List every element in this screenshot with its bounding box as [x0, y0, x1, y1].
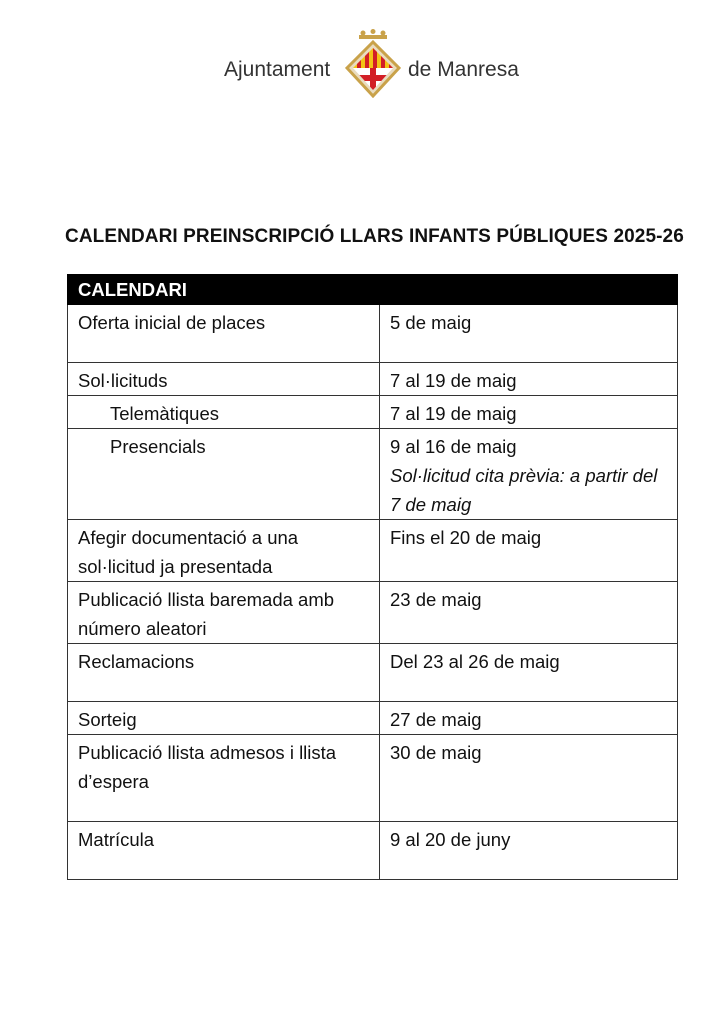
row-value: 27 de maig	[380, 702, 678, 735]
row-value: 23 de maig	[380, 582, 678, 644]
row-label: Reclamacions	[68, 644, 380, 702]
row-label: Publicació llista baremada amb número aleatori	[68, 582, 380, 644]
row-value: 9 al 20 de juny	[380, 822, 678, 880]
row-label: Matrícula	[68, 822, 380, 880]
logo-text-left: Ajuntament	[224, 58, 331, 81]
row-value: Del 23 al 26 de maig	[380, 644, 678, 702]
table-row	[68, 702, 678, 735]
row-label: Oferta inicial de places	[68, 305, 380, 363]
city-logo	[0, 28, 724, 100]
row-label: Telemàtiques	[68, 396, 380, 429]
row-value: 7 al 19 de maig	[380, 363, 678, 396]
table-header: CALENDARI	[68, 275, 380, 305]
row-value: 5 de maig	[380, 305, 678, 363]
logo-text-right: de Manresa	[408, 58, 519, 81]
table-row	[68, 582, 678, 644]
row-value: 9 al 16 de maig	[390, 436, 517, 457]
row-value: 30 de maig	[380, 735, 678, 822]
row-value: 7 al 19 de maig	[380, 396, 678, 429]
table-header-row	[68, 275, 678, 305]
page-title: CALENDARI PREINSCRIPCIÓ LLARS INFANTS PÚBLIQUES 2025-26	[65, 226, 684, 247]
table-row	[68, 822, 678, 880]
row-value: Fins el 20 de maig	[380, 520, 678, 582]
table-row	[68, 396, 678, 429]
table-row	[68, 644, 678, 702]
row-label: Presencials	[68, 429, 380, 520]
row-note: Sol·licitud cita prèvia: a partir del 7 de maig	[390, 465, 658, 515]
table-row	[68, 520, 678, 582]
calendar-table	[67, 274, 678, 880]
row-label: Sorteig	[68, 702, 380, 735]
row-label: Sol·licituds	[68, 363, 380, 396]
coat-of-arms-icon	[345, 28, 401, 98]
table-row	[68, 363, 678, 396]
row-label: Afegir documentació a una sol·licitud ja presentada	[68, 520, 380, 582]
table-row	[68, 735, 678, 822]
table-row	[68, 305, 678, 363]
row-label: Publicació llista admesos i llista d’espera	[68, 735, 380, 822]
table-row	[68, 429, 678, 520]
